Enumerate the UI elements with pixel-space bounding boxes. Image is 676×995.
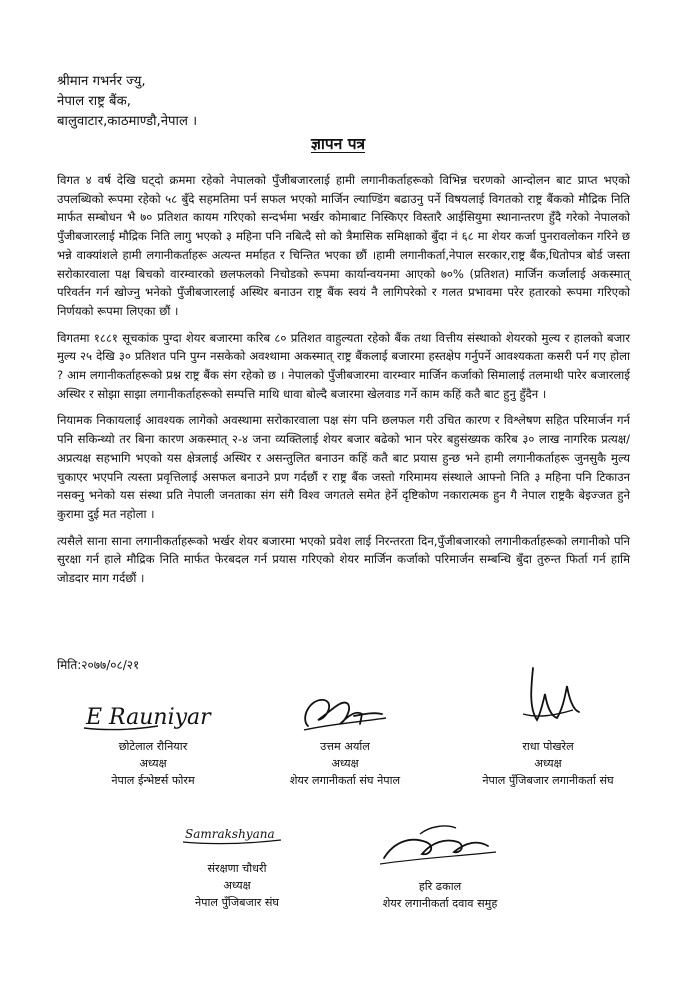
signatory-2-org: शेयर लगानीकर्ता संघ नेपाल [289, 774, 401, 787]
signatory-1 [63, 688, 243, 789]
signatory-2-role: अध्यक्ष [331, 757, 359, 770]
signatory-4-name: संरक्षणा चौधरी [207, 862, 267, 875]
signature-3-image [493, 658, 603, 736]
signatory-5-org: शेयर लगानीकर्ता दवाव समुह [382, 897, 498, 910]
recipient-line-1: श्रीमान गभर्नर ज्यु, [57, 74, 146, 89]
signatory-2-name: उत्तम अर्याल [320, 740, 370, 753]
recipient-line-2: नेपाल राष्ट्र बैंक, [57, 94, 131, 109]
signature-1-image [78, 688, 228, 736]
signature-4-image [177, 812, 297, 858]
svg-text:Samrakshyana: Samrakshyana [185, 827, 275, 841]
signature-2-image [290, 688, 400, 736]
signatory-3 [448, 658, 648, 789]
signatory-2 [255, 688, 435, 789]
signatory-1-org: नेपाल ईन्भेष्टर्स फोरम [111, 774, 195, 787]
paragraph-4: त्यसैले साना साना लगानीकर्ताहरूको भर्खर शेयर बजारमा भएको प्रवेश लाई निरन्तरता दिन,पुँजीबजारको लगानीकर्ताहरूको लगानीको पनि सुरक्षा गर्न हाले मौद्रिक निति मार्फत फेरबदल गर्न प्रयास गरिएको शेयर मार्जिन कर्जाको परिमार्जन सम्बन्धि बुँदा तुरुन्त फिर्ता गर्न हामि जोडदार माग गर्दछौं । [57, 533, 630, 586]
signatory-5 [340, 812, 540, 912]
paragraph-1: विगत ४ वर्ष देखि घट्दो क्रममा रहेको नेपालको पुँजीबजारलाई हामी लगानीकर्ताहरूको विभिन्न चरणको आन्दोलन बाट प्राप्त भएको उपलब्धिको रूपमा रहेको ५८ बुँदे सहमतिमा पर्न सफल भएको मार्जिन ल्याण्डिंग बढाउनु पर्ने विषयलाई विगतको राष्ट्र बैंकको मौद्रिक निति मार्फत सम्बोधन भै ७० प्रतिशत कायम गरिएको सन्दर्भमा भर्खर कोमाबाट निस्किएर विस्तारै आईसियुमा स्थानान्तरण हुँदै गरेको नेपालको पुँजीबजारलाई मौद्रिक निति लागु भएको ३ महिना पनि नबित्दै सो को त्रैमासिक समिक्षाको बुँदा नं ६८ मा शेयर कर्जा पुनरावलोकन गरिने छ भन्ने वाक्यांशले हामी लगानीकर्ताहरू अत्यन्त मर्माहत र चिन्तित भएका छौं ।हामी लगानीकर्ता,नेपाल सरकार,राष्ट्र बैंक,धितोपत्र बोर्ड जस्ता सरोकारवाला पक्ष बिचको वारम्वारको छलफलको निचोडको रूपमा कार्यान्वयनमा आएको ७०% (प्रतिशत) मार्जिन कर्जालाई अकस्मात् परिवर्तन गर्न खोज्नु भनेको पुँजीबजारलाई अस्थिर बनाउन राष्ट्र बैंक स्वयं नै लागिपरेको र गलत प्रभावमा परेर हतारको रूपमा गरिएको निर्णयको रूपमा लिएका छौं । [57, 173, 630, 318]
signatory-1-role: अध्यक्ष [139, 757, 167, 770]
svg-text:E Rauniyar: E Rauniyar [86, 705, 211, 730]
recipient-address [57, 72, 197, 132]
paragraph-2: विगतमा १८८१ सूचकांक पुग्दा शेयर बजारमा करिब ८० प्रतिशत वाहुल्यता रहेको बैंक तथा वित्तीय संस्थाको शेयरको मुल्य र हालको बजार मुल्य २५ देखि ३० प्रतिशत पनि पुग्न नसकेको अवश्थामा अकस्मात् राष्ट्र बैंकलाई बजारमा हस्तक्षेप गर्नुपर्ने आवश्यकता कसरी पर्न गए होला ? आम लगानीकर्ताहरूको प्रश्न राष्ट्र बैंक संग रहेको छ । नेपालको पुँजीबजारमा वारम्वार मार्जिन कर्जाको सिमालाई तलमाथी पारेर बजारलाई अस्थिर र सोझा साझा लगानीकर्ताहरूको सम्पत्ति माथि धावा बोल्दै बजारमा खेलवाड गर्ने काम कहिं कतै बाट हुनु हुँदैन । [57, 330, 630, 401]
signatory-5-name: हरि ढकाल [418, 880, 462, 893]
signatory-4-role: अध्यक्ष [223, 879, 251, 892]
letter-date: मिति:२०७७/०८/२१ [57, 658, 140, 672]
signatory-3-org: नेपाल पुँजिबजार लगानीकर्ता संघ [482, 774, 614, 787]
signatory-4-org: नेपाल पुँजिबजार संघ [194, 896, 280, 909]
letter-body [57, 171, 630, 588]
signatory-1-name: छोटेलाल रौनियार [118, 740, 188, 753]
recipient-line-3: बालुवाटार,काठमाण्डौ,नेपाल । [57, 114, 198, 129]
paragraph-3: नियामक निकायलाई आवश्यक लागेको अवस्थामा सरोकारवाला पक्ष संग पनि छलफल गरी उचित कारण र विश्लेषण सहित परिमार्जन गर्न पनि सकिन्थ्यो तर बिना कारण अकस्मात् २-४ जना व्यक्तिलाई शेयर बजार बढेको भान परेर बहुसंख्यक करिब ३० लाख नागरिक प्रत्यक्ष/अप्रत्यक्ष सहभागि भएको यस क्षेत्रलाई अस्थिर र असन्तुलित बनाउन कहिं कतै बाट प्रयास हुन्छ भने हामी लगानीकर्ताहरू जुनसुकै मुल्य चुकाएर भएपनि त्यस्ता प्रवृत्तिलाई असफल बनाउने प्रण गर्दछौं र राष्ट्र बैंक जस्तो गरिमामय संस्थाले आफ्नो निति ३ महिना पनि टिकाउन नसक्नु भनेको यस संस्था प्रति नेपाली जनताका संग संगै विश्व जगतले समेत हेर्ने दृष्टिकोण नकारात्मक हुन गै नेपाल राष्ट्रकै बेइज्जत हुने कुरामा दुई मत नहोला । [57, 413, 630, 521]
signatory-3-name: राधा पोखरेल [522, 740, 574, 753]
signature-5-image [370, 812, 510, 876]
document-title: ज्ञापन पत्र [310, 135, 366, 153]
signatory-4 [147, 812, 327, 911]
signatory-3-role: अध्यक्ष [534, 757, 562, 770]
